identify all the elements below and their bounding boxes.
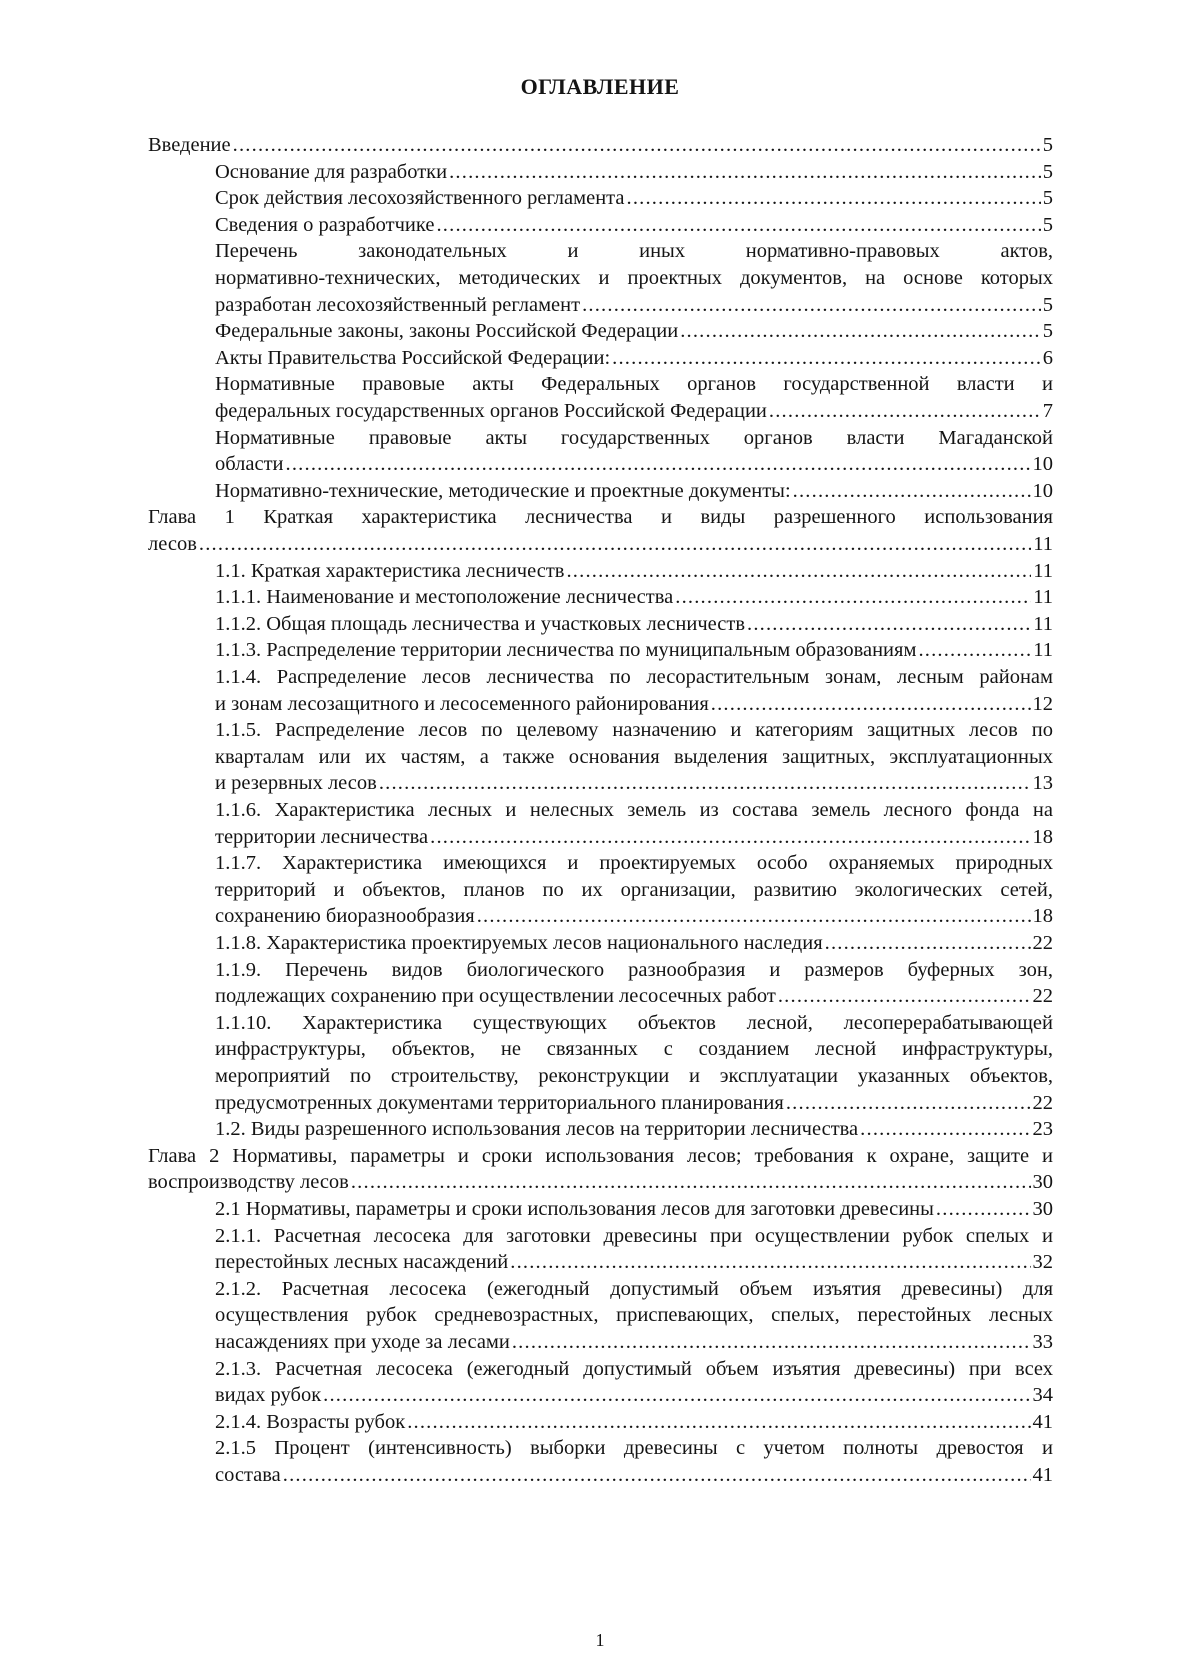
- toc-page-number: 23: [1032, 1118, 1053, 1141]
- toc-entry[interactable]: [215, 611, 1053, 638]
- toc-entry-text-line: 1.1.10. Характеристика существующих объектов лесной, лесоперерабатывающей: [215, 1011, 1053, 1034]
- toc-entry-last-line: [215, 1382, 1053, 1409]
- toc-entry[interactable]: [215, 930, 1053, 957]
- toc-entry-last-line: [215, 611, 1053, 638]
- toc-page-number: 11: [1033, 559, 1053, 582]
- toc-entry-title: 2.1.4. Возрасты рубок: [215, 1410, 406, 1433]
- toc-entry[interactable]: [215, 797, 1053, 850]
- toc-entry-last-line: [215, 185, 1053, 212]
- dot-leader: [436, 212, 1040, 239]
- toc-entry-last-line: [215, 212, 1053, 239]
- toc-entry-title: 1.1.1. Наименование и местоположение лесничества: [215, 586, 674, 609]
- toc-entry-text-line: Нормативные правовые акты государственных органов власти Магаданской: [215, 426, 1053, 449]
- dot-leader: [936, 1196, 1031, 1223]
- toc-entry-last-line: [215, 1329, 1053, 1356]
- toc-entry[interactable]: [215, 1356, 1053, 1409]
- toc-entry[interactable]: [215, 717, 1053, 797]
- toc-page-number: 11: [1033, 612, 1053, 635]
- toc-page-number: 5: [1042, 213, 1053, 236]
- toc-entry-title: Акты Правительства Российской Федерации:: [215, 346, 611, 369]
- toc-entry-text-line: 1.1.7. Характеристика имеющихся и проектируемых особо охраняемых природных: [215, 852, 1053, 875]
- dot-leader: [786, 1090, 1031, 1117]
- toc-page-number: 22: [1032, 1091, 1053, 1114]
- page-number: 1: [595, 1630, 605, 1650]
- toc-entry-title: подлежащих сохранению при осуществлении лесосечных работ: [215, 985, 776, 1008]
- toc-entry-text-line: 2.1.2. Расчетная лесосека (ежегодный допустимый объем изъятия древесины) для: [215, 1277, 1053, 1300]
- toc-entry-title: перестойных лесных насаждений: [215, 1251, 509, 1274]
- toc-entry-title: Сведения о разработчике: [215, 213, 435, 236]
- toc-entry-last-line: [215, 824, 1053, 851]
- dot-leader: [675, 584, 1031, 611]
- toc-page-number: 5: [1042, 187, 1053, 210]
- toc-entry-title: 1.1. Краткая характеристика лесничеств: [215, 559, 565, 582]
- toc-entry-last-line: [215, 451, 1053, 478]
- toc-entry-last-line: [215, 1196, 1053, 1223]
- toc-entry-title: разработан лесохозяйственный регламент: [215, 293, 581, 316]
- toc-entry-last-line: [215, 584, 1053, 611]
- toc-entry-text-line: 2.1.1. Расчетная лесосека для заготовки древесины при осуществлении рубок спелых и: [215, 1224, 1053, 1247]
- toc-entry-title: 1.1.8. Характеристика проектируемых лесов национального наследия: [215, 932, 823, 954]
- toc-entry-title: Срок действия лесохозяйственного регламента: [215, 187, 625, 210]
- toc-entry-last-line: [215, 558, 1053, 585]
- toc-entry-text-line: инфраструктуры, объектов, не связанных с созданием лесной инфраструктуры,: [215, 1038, 1053, 1061]
- dot-leader: [477, 903, 1031, 930]
- toc-entry-last-line: [215, 637, 1053, 664]
- toc-entry-last-line: [148, 132, 1053, 159]
- toc-entry[interactable]: [215, 1435, 1053, 1488]
- toc-page-number: 11: [1033, 586, 1053, 609]
- toc-entry-title: Введение: [148, 134, 231, 156]
- toc-page-number: 13: [1032, 772, 1053, 795]
- toc-entry-last-line: [215, 903, 1053, 930]
- toc-page-number: 34: [1032, 1384, 1053, 1407]
- toc-page-number: 11: [1033, 639, 1053, 662]
- toc-entry[interactable]: [215, 478, 1053, 505]
- toc-entry[interactable]: [215, 185, 1053, 212]
- toc-page-number: 6: [1042, 346, 1053, 369]
- toc-page-number: 41: [1032, 1410, 1053, 1433]
- toc-entry-text-line: территорий и объектов, планов по их организации, развитию экологических сетей,: [215, 878, 1053, 901]
- toc-entry[interactable]: [148, 132, 1053, 159]
- dot-leader: [627, 185, 1041, 212]
- toc-entry[interactable]: [215, 345, 1053, 372]
- toc-entry-last-line: [215, 770, 1053, 797]
- toc-entry-last-line: [215, 983, 1053, 1010]
- toc-entry-text-line: 1.1.4. Распределение лесов лесничества по лесорастительным зонам, лесным районам: [215, 666, 1053, 688]
- toc-entry-text-line: кварталам или их частям, а также основания выделения защитных, эксплуатационных: [215, 745, 1053, 768]
- toc-entry[interactable]: [215, 1276, 1053, 1356]
- dot-leader: [711, 691, 1031, 718]
- dot-leader: [449, 159, 1041, 186]
- dot-leader: [430, 824, 1030, 851]
- toc-entry-text-line: 1.1.5. Распределение лесов по целевому назначению и категориям защитных лесов по: [215, 719, 1053, 742]
- dot-leader: [582, 292, 1041, 319]
- toc-entry-text-line: Глава 1 Краткая характеристика лесничества и виды разрешенного использования: [148, 506, 1053, 529]
- toc-entry-text-line: Перечень законодательных и иных нормативно-правовых актов,: [215, 240, 1053, 263]
- toc-entry-title: сохранению биоразнообразия: [215, 905, 475, 928]
- toc-page-number: 5: [1042, 134, 1053, 156]
- toc-entry[interactable]: [215, 558, 1053, 585]
- toc-page-number: 5: [1042, 160, 1053, 183]
- toc-entry-last-line: [215, 478, 1053, 505]
- toc-entry-title: области: [215, 453, 284, 476]
- toc-entry[interactable]: [215, 425, 1053, 478]
- toc-entry[interactable]: [148, 1143, 1053, 1196]
- toc-entry-title: и зонам лесозащитного и лесосеменного районирования: [215, 692, 709, 715]
- toc-page-number: 22: [1032, 985, 1053, 1008]
- toc-entry[interactable]: [215, 1409, 1053, 1436]
- toc-entry-title: лесов: [148, 532, 197, 555]
- toc-entry-last-line: [148, 1169, 1053, 1196]
- toc-entry-last-line: [215, 292, 1053, 319]
- toc-entry[interactable]: [148, 504, 1053, 557]
- toc-entry-last-line: [215, 1116, 1053, 1143]
- toc-entry-text-line: 1.1.9. Перечень видов биологического разнообразия и размеров буферных зон,: [215, 958, 1053, 981]
- toc-entry[interactable]: [215, 212, 1053, 239]
- toc-entry[interactable]: [215, 637, 1053, 664]
- toc-entry[interactable]: [215, 957, 1053, 1010]
- toc-entry-last-line: [215, 398, 1053, 425]
- toc-page-number: 18: [1032, 825, 1053, 848]
- toc-page-number: 5: [1042, 293, 1053, 316]
- toc-entry[interactable]: [215, 1010, 1053, 1116]
- dot-leader: [407, 1409, 1030, 1436]
- toc-page-number: 5: [1042, 320, 1053, 343]
- toc-entry-text-line: 1.1.6. Характеристика лесных и нелесных земель из состава земель лесного фонда на: [215, 799, 1053, 821]
- page-title: ОГЛАВЛЕНИЕ: [520, 74, 680, 99]
- dot-leader: [793, 478, 1031, 505]
- toc-entry-last-line: [215, 318, 1053, 345]
- dot-leader: [769, 398, 1041, 425]
- toc-entry-title: 1.1.2. Общая площадь лесничества и участковых лесничеств: [215, 612, 745, 635]
- toc-entry-last-line: [215, 1249, 1053, 1276]
- toc-entry-title: территории лесничества: [215, 825, 429, 848]
- toc-page-number: 11: [1033, 532, 1053, 555]
- toc-entry-last-line: [215, 930, 1053, 957]
- toc-entry-text-line: Нормативные правовые акты Федеральных органов государственной власти и: [215, 373, 1053, 396]
- toc-entry-last-line: [215, 1090, 1053, 1117]
- toc-entry-last-line: [148, 531, 1053, 558]
- toc-page-number: 10: [1032, 479, 1053, 502]
- dot-leader: [778, 983, 1031, 1010]
- dot-leader: [510, 1249, 1030, 1276]
- toc-page-number: 18: [1032, 905, 1053, 928]
- toc-entry-title: видах рубок: [215, 1384, 322, 1407]
- toc-entry[interactable]: [215, 371, 1053, 424]
- dot-leader: [323, 1382, 1030, 1409]
- toc-entry-title: 1.1.3. Распределение территории лесничества по муниципальным образованиям: [215, 639, 917, 662]
- toc-page-number: 22: [1032, 932, 1053, 954]
- toc-page-number: 30: [1032, 1198, 1053, 1220]
- toc-page-number: 7: [1042, 399, 1053, 422]
- toc-entry-last-line: [215, 691, 1053, 718]
- dot-leader: [825, 930, 1031, 957]
- toc-entry-text-line: 2.1.5 Процент (интенсивность) выборки древесины с учетом полноты древостоя и: [215, 1437, 1053, 1460]
- toc-entry[interactable]: [215, 664, 1053, 717]
- toc-entry-text-line: осуществления рубок средневозрастных, приспевающих, спелых, перестойных лесных: [215, 1304, 1053, 1327]
- toc-entry-title: Нормативно-технические, методические и проектные документы:: [215, 479, 791, 502]
- dot-leader: [283, 1462, 1031, 1489]
- toc-entry[interactable]: [215, 318, 1053, 345]
- dot-leader: [747, 611, 1031, 638]
- toc-entry-text-line: Глава 2 Нормативы, параметры и сроки использования лесов; требования к охране, защите и: [148, 1144, 1053, 1167]
- toc-entry[interactable]: [215, 1223, 1053, 1276]
- toc-entry-title: 2.1 Нормативы, параметры и сроки использования лесов для заготовки древесины: [215, 1198, 934, 1220]
- toc-entry[interactable]: [215, 238, 1053, 318]
- toc-entry-text-line: нормативно-технических, методических и проектных документов, на основе которых: [215, 266, 1053, 289]
- toc-entry[interactable]: [215, 1116, 1053, 1143]
- dot-leader: [233, 132, 1041, 159]
- toc-entry-title: федеральных государственных органов Российской Федерации: [215, 399, 767, 422]
- toc-entry-title: состава: [215, 1463, 281, 1486]
- toc-page-number: 30: [1032, 1171, 1053, 1194]
- toc-page-number: 33: [1032, 1330, 1053, 1353]
- dot-leader: [680, 318, 1041, 345]
- toc-entry-text-line: 2.1.3. Расчетная лесосека (ежегодный допустимый объем изъятия древесины) при всех: [215, 1357, 1053, 1380]
- toc-page-number: 10: [1032, 453, 1053, 476]
- dot-leader: [379, 770, 1031, 797]
- toc-entry-last-line: [215, 345, 1053, 372]
- dot-leader: [351, 1169, 1031, 1196]
- toc-entry[interactable]: [215, 850, 1053, 930]
- toc-entry[interactable]: [215, 584, 1053, 611]
- toc-entry[interactable]: [215, 1196, 1053, 1223]
- toc-page-number: 41: [1032, 1463, 1053, 1486]
- toc-entry-title: насаждениях при уходе за лесами: [215, 1330, 510, 1353]
- dot-leader: [918, 637, 1031, 664]
- toc-entry-title: Основание для разработки: [215, 160, 448, 183]
- toc-entry-last-line: [215, 1409, 1053, 1436]
- toc-entry-last-line: [215, 1462, 1053, 1489]
- toc-entry-title: 1.2. Виды разрешенного использования лесов на территории лесничества: [215, 1118, 859, 1141]
- dot-leader: [566, 558, 1031, 585]
- dot-leader: [512, 1329, 1031, 1356]
- dot-leader: [286, 451, 1031, 478]
- toc-entry-last-line: [215, 159, 1053, 186]
- toc-page-number: 32: [1032, 1251, 1053, 1274]
- toc-entry-title: воспроизводству лесов: [148, 1171, 349, 1194]
- toc-entry-title: Федеральные законы, законы Российской Федерации: [215, 320, 679, 343]
- toc-page-number: 12: [1032, 692, 1053, 715]
- toc-entry-text-line: мероприятий по строительству, реконструкции и эксплуатации указанных объектов,: [215, 1064, 1053, 1087]
- dot-leader: [860, 1116, 1030, 1143]
- dot-leader: [199, 531, 1031, 558]
- toc-entry[interactable]: [215, 159, 1053, 186]
- toc-entry-title: предусмотренных документами территориального планирования: [215, 1091, 784, 1114]
- dot-leader: [612, 345, 1041, 372]
- toc-entry-title: и резервных лесов: [215, 772, 377, 795]
